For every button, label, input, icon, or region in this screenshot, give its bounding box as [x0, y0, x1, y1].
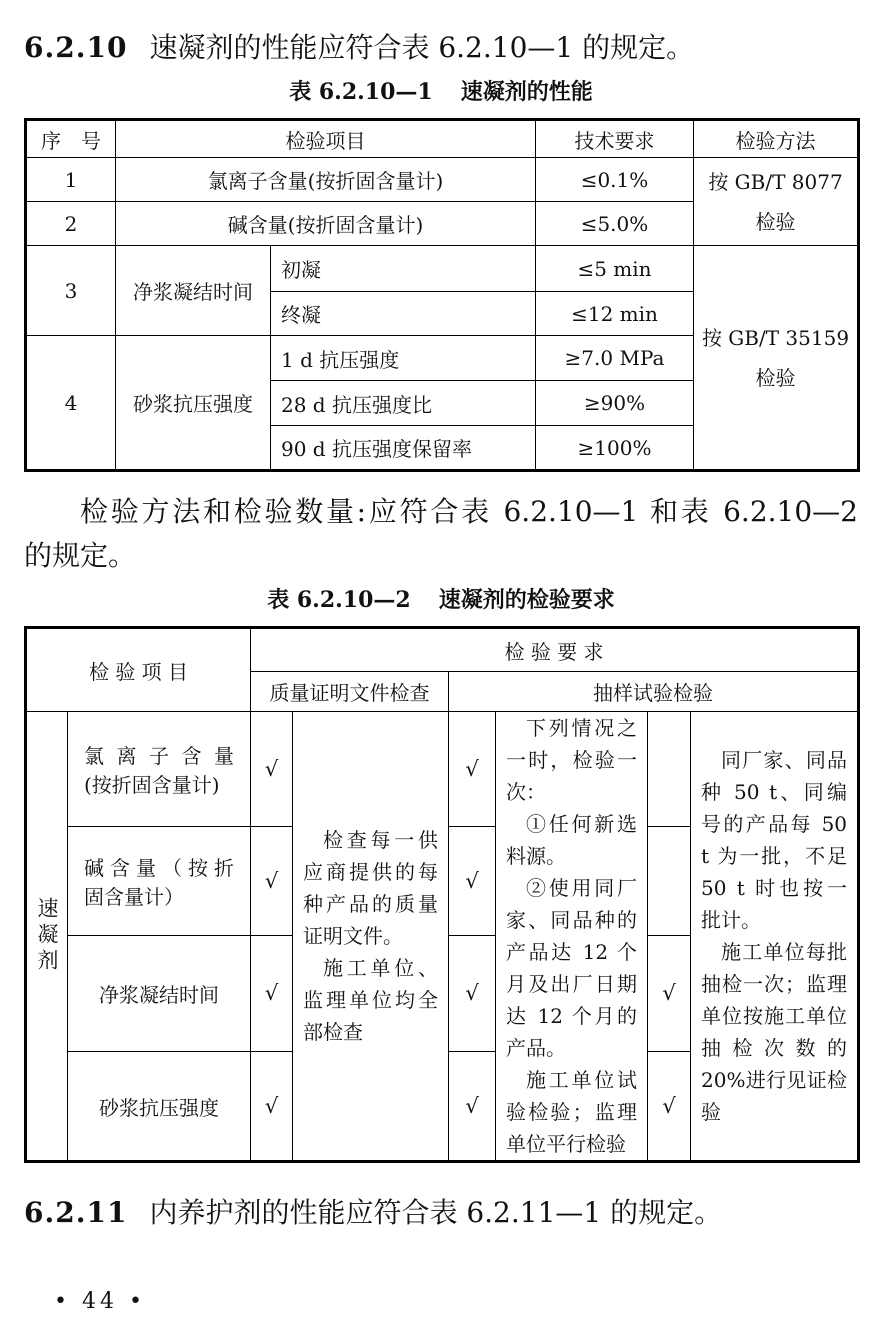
table-accelerator-inspection-requirements: [24, 626, 860, 1163]
table2-header-item: 检 验 项 目: [26, 628, 251, 712]
table1-caption-label: 表 6.2.10—1: [289, 79, 433, 105]
batch-desc-paragraph-2: 施工单位每批抽检一次；监理单位按施工单位抽检次数的 20%进行见证检验: [701, 940, 848, 1124]
table1-row-3a: [26, 246, 859, 292]
table1-r2-no: 2: [26, 202, 116, 246]
table1-r3-sub1-req: ≤5 min: [536, 246, 694, 292]
table1-header-row: [26, 120, 859, 158]
table1-method-rows-1-2: 按 GB/T 8077 检验: [694, 158, 859, 246]
table1-caption: [24, 76, 858, 108]
table2-r4-cert-check-mark: √: [251, 1052, 293, 1162]
table1-r1-no: 1: [26, 158, 116, 202]
table1-r1-req: ≤0.1%: [536, 158, 694, 202]
table1-r4-no: 4: [26, 336, 116, 471]
table2-r1-item-line2: (按折固含量计): [84, 773, 220, 797]
table1-r2-item: 碱含量(按折固含量计): [116, 202, 536, 246]
table2-r4-witness-check-mark: √: [648, 1052, 691, 1162]
table1-r4-item: 砂浆抗压强度: [116, 336, 271, 471]
table1-row-1: [26, 158, 859, 202]
cert-desc-paragraph-1: 检查每一供应商提供的每种产品的质量证明文件。: [303, 828, 439, 948]
table2-r1-cert-check-mark: √: [251, 712, 293, 827]
table2-header-row-1: [26, 628, 859, 672]
table2-r1-sample-check-mark: √: [449, 712, 496, 827]
table1-r1-item: 氯离子含量(按折固含量计): [116, 158, 536, 202]
table1-header-requirement: 技术要求: [536, 120, 694, 158]
table2-group-label-cell: [26, 712, 68, 1162]
section-number: 6.2.10: [24, 31, 128, 64]
page-number: • 44 •: [54, 1289, 146, 1314]
table2-r4-item: [68, 1052, 251, 1162]
table2-r3-item-line1: 净浆凝结时间: [99, 982, 219, 1007]
table1-r4-sub2: 28 d 抗压强度比: [271, 381, 536, 426]
cert-desc-paragraph-2: 施工单位、监理单位均全部检查: [303, 956, 439, 1044]
table2-r3-witness-check-mark: √: [648, 935, 691, 1051]
paragraph-line2: 的规定。: [24, 539, 137, 572]
sampling-desc-paragraph-2: ①任何新选料源。: [506, 812, 638, 868]
batch-desc-paragraph-1: 同厂家、同品种 50 t、同编号的产品每 50 t 为一批，不足 50 t 时也按一批计。: [701, 748, 848, 932]
table2-header-sampling: 抽样试验检验: [449, 672, 859, 712]
table2-r3-sample-check-mark: √: [449, 935, 496, 1051]
table2-r1-item: [68, 712, 251, 827]
section-text: 速凝剂的性能应符合表 6.2.10—1 的规定。: [149, 31, 695, 64]
section-heading-6-2-11: [24, 1193, 858, 1233]
table2-header-requirement: 检 验 要 求: [251, 628, 859, 672]
table1-r3-item: 净浆凝结时间: [116, 246, 271, 336]
section-heading-6-2-10: [24, 28, 858, 68]
paragraph-line1: 检验方法和检验数量:应符合表 6.2.10—1 和表 6.2.10—2: [80, 495, 858, 528]
table2-caption-label: 表 6.2.10—2: [267, 587, 411, 613]
table1-r4-sub1: 1 d 抗压强度: [271, 336, 536, 381]
table2-r3-cert-check-mark: √: [251, 935, 293, 1051]
table2-sampling-conditions-cell: [496, 712, 648, 1162]
table2-r4-item-line1: 砂浆抗压强度: [99, 1095, 219, 1120]
table2-caption-title: 速凝剂的检验要求: [438, 587, 615, 613]
table1-header-method: 检验方法: [694, 120, 859, 158]
table2-row-chloride: [26, 712, 859, 827]
table2-r2-cert-check-mark: √: [251, 827, 293, 936]
table2-r2-sample-check-mark: √: [449, 827, 496, 936]
inspection-paragraph: [24, 490, 858, 578]
table2-r4-sample-check-mark: √: [449, 1052, 496, 1162]
table2-batch-description-cell: [691, 712, 859, 1162]
table1-r3-sub1: 初凝: [271, 246, 536, 292]
table1-r4-sub1-req: ≥7.0 MPa: [536, 336, 694, 381]
table2-r2-item: [68, 827, 251, 936]
section-text: 内养护剂的性能应符合表 6.2.11—1 的规定。: [149, 1196, 723, 1229]
table1-header-serial: 序 号: [26, 120, 116, 158]
table-accelerator-performance: [24, 118, 860, 472]
table2-r2-witness-check-mark: [648, 827, 691, 936]
table1-header-item: 检验项目: [116, 120, 536, 158]
table1-caption-title: 速凝剂的性能: [460, 79, 593, 105]
table2-caption: [24, 584, 858, 616]
table1-r3-no: 3: [26, 246, 116, 336]
table1-r3-sub2: 终凝: [271, 292, 536, 336]
table2-r1-item-line1: 氯离子含量: [84, 744, 235, 768]
table1-r4-sub2-req: ≥90%: [536, 381, 694, 426]
group-label-accelerator: 速凝剂: [35, 897, 59, 975]
sampling-desc-paragraph-4: 施工单位试验检验；监理单位平行检验: [506, 1068, 638, 1156]
table2-cert-description-cell: [293, 712, 449, 1162]
page-content: [24, 28, 858, 1314]
sampling-desc-paragraph-3: ②使用同厂家、同品种的产品达 12 个月及出厂日期达 12 个月的产品。: [506, 876, 638, 1060]
sampling-desc-paragraph-1: 下列情况之一时，检验一次：: [506, 716, 638, 804]
table2-header-cert-check: 质量证明文件检查: [251, 672, 449, 712]
table2-r3-item: [68, 935, 251, 1051]
table2-r2-item-line1: 碱含量（按折: [84, 855, 235, 880]
table2-r2-item-line2: 固含量计）: [84, 884, 184, 909]
table1-r4-sub3-req: ≥100%: [536, 426, 694, 471]
section-number: 6.2.11: [24, 1196, 128, 1229]
table1-r2-req: ≤5.0%: [536, 202, 694, 246]
table2-r1-witness-check-mark: [648, 712, 691, 827]
table1-r4-sub3: 90 d 抗压强度保留率: [271, 426, 536, 471]
table1-r3-sub2-req: ≤12 min: [536, 292, 694, 336]
table1-method-rows-3-4: 按 GB/T 35159 检验: [694, 246, 859, 471]
